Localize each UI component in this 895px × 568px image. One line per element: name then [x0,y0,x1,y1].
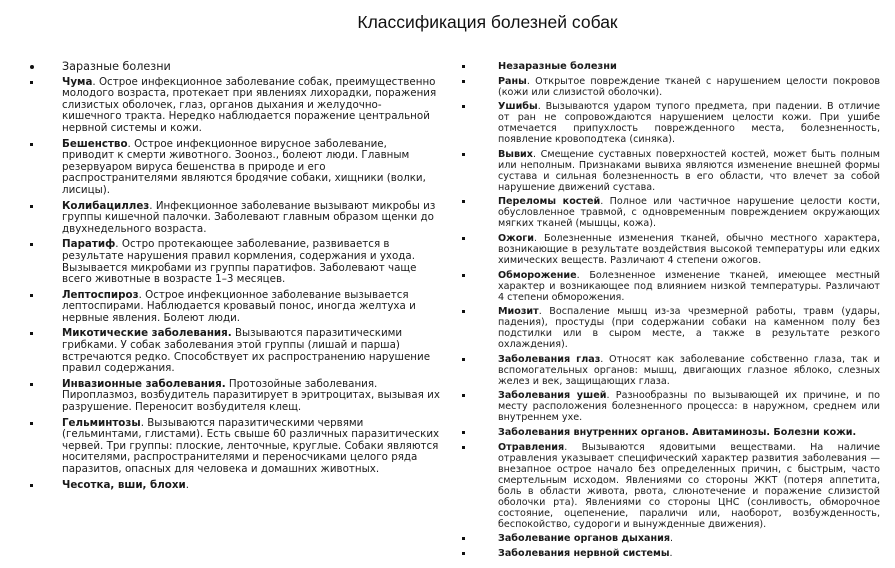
non-contagious-diseases-column [458,61,880,562]
disease-term: Заболевания ушей [498,390,607,402]
disease-description: . Инфекционное заболевание вызывают микробы из группы кишечной палочки. Заболевают главным образом щенки до двухнедельного возраста. [62,199,436,235]
list-item [458,354,880,387]
disease-description: . [669,547,673,559]
disease-term: Чума [62,75,93,88]
bullet-icon [30,332,33,335]
bullet-icon [462,358,465,361]
disease-description: . Относят как заболевание собственно глаза, так и вспомогательных органов: мышц, двигающих глазное яблоко, слезных желез и век, защищающих глаза. [498,353,880,387]
bullet-icon [30,422,33,425]
disease-description: . Остро протекающее заболевание, развивается в результате нарушения правил кормления, содержания и ухода. Вызывается микробами из группы паратифов. Заболевают чаще всего животные в возрасте 1–3 месяцев. [62,238,417,286]
bullet-icon [462,310,465,313]
list-item [458,548,880,559]
bullet-icon [30,383,33,386]
list-item [458,306,880,350]
disease-term: Инвазионные заболевания. [62,377,226,390]
disease-description: . Острое инфекционное заболевание собак, преимущественно молодого возраста, протекает при явлениях лихорадки, поражения слизистых оболочек, глаз, органов дыхания и желудочно-кишечного тракта. Нередко наблюдается поражение центральной нервной системы и кожи. [62,75,437,134]
list-item [458,533,880,544]
list-item [458,101,880,145]
bullet-icon [30,294,33,297]
disease-term: Переломы костей [498,196,601,208]
bullet-icon [30,81,33,84]
disease-description: . Вызываются паразитическими червями (гельминтами, глистами). Есть свыше 60 различных паразитических червей. Три группы: плоские, ленточные, круглые. Собаки являются носителями, распространителями и переносчиками целого ряда паразитов, опасных для человека и домашних животных. [62,416,440,475]
bullet-icon [462,431,465,434]
list-item [26,480,441,492]
disease-description: . Открытое повреждение тканей с нарушением целости покровов (кожи или слизистой оболочки). [498,75,880,98]
bullet-icon [30,484,33,487]
bullet-icon [30,205,33,208]
page-title: Классификация болезней собак [357,12,618,32]
disease-term: Микотические заболевания. [62,327,232,340]
disease-description: . Болезненное изменение тканей, имеющее местный характер и возникающее под влиянием низкой температуры. Различают 4 степени обморожения. [498,269,880,303]
disease-term: Раны [498,75,527,87]
bullet-icon [30,65,34,69]
list-item [458,270,880,303]
list-item [26,139,441,197]
disease-description: Протозойные заболевания. Пироплазмоз, возбудитель паразитирует в эритроцитах, вызывая их разрушение. Переносит возбудителя клещ. [62,377,440,414]
bullet-icon [462,80,465,83]
list-item [458,233,880,266]
disease-description: . Острое инфекционное вирусное заболевание, приводит к смерти животного. Зооноз., болеют люди. Главным резервуаром вируса бешенства в природе и его распространителями являются бродячие собаки, хищники (волки, лисицы). [62,137,426,196]
list-item [458,196,880,229]
disease-description: . [185,478,189,491]
disease-description: . Смещение суставных поверхностей костей, может быть полным или неполным. Признаками вывиха являются изменение внешней формы сустава и сильная болезненность в его области, что влечет за собой нарушение движений сустава. [498,148,880,193]
bullet-icon [462,105,465,108]
list-heading [26,61,441,73]
list-item [26,77,441,135]
non-contagious-diseases-list [458,61,880,559]
bullet-icon [462,552,465,555]
disease-description: . Вызываются ударом тупого предмета, при падении. В отличие от ран не сопровождаются нарушением целости кожи. При ушибе отмечается припухлость поврежденного места, болезненность, появление кровоподтека (синяка). [498,101,880,146]
list-item [458,390,880,423]
disease-term: Вывих [498,148,533,160]
contagious-diseases-column [26,61,441,495]
disease-term: Заболевания нервной системы [498,547,670,559]
disease-term: Колибациллез [62,199,150,212]
disease-term: Бешенство [62,137,128,150]
bullet-icon [462,394,465,397]
bullet-icon [462,65,465,68]
bullet-icon [462,446,465,449]
section-heading: Незаразные болезни [498,61,617,72]
bullet-icon [462,237,465,240]
list-item [458,149,880,193]
bullet-icon [30,143,33,146]
disease-term: Паратиф [62,238,116,251]
disease-description: Вызываются паразитическими грибками. У собак заболевания этой группы (лишай и парша) встречаются редко. Способствует их распространению нарушение правил содержания. [62,327,431,375]
list-item [26,418,441,476]
bullet-icon [462,274,465,277]
list-item [26,239,441,285]
bullet-icon [462,537,465,540]
disease-term: Гельминтозы [62,416,141,429]
disease-term: Чесотка, вши, блохи [62,478,186,491]
disease-term: Ожоги [498,232,535,244]
contagious-diseases-list [26,61,441,491]
disease-term: Заболевания глаз [498,353,601,365]
disease-term: Отравления [498,441,565,453]
disease-description: . [670,533,674,545]
disease-term: Ушибы [498,101,538,113]
list-item [458,427,880,438]
list-item [458,442,880,530]
disease-description: . Полное или частичное нарушение целости кости, обусловленное травмой, с одновременным повреждением окружающих мягких тканей (мышцы, кожа). [498,196,880,230]
disease-term: Миозит [498,306,539,318]
disease-term: Заболевание органов дыхания [498,533,671,545]
list-item [26,328,441,374]
list-item [26,379,441,414]
disease-term: Обморожение [498,269,577,281]
disease-description: . Болезненные изменения тканей, обычно местного характера, возникающие в результате воздействия высокой температуры или едких химических веществ. Различают 4 степени ожогов. [498,232,880,266]
disease-description: . Воспаление мышц из-за чрезмерной работы, травм (удары, падения), простуды (при содержании собаки на каменном полу без подстилки или в сыром месте, а также в результате резкого охлаждения). [498,306,880,351]
section-heading: Заразные болезни [62,60,171,73]
list-heading [458,61,880,72]
list-item [26,201,441,236]
list-item [26,290,441,325]
disease-term: Лептоспироз [62,288,139,301]
disease-description: . Вызываются ядовитыми веществами. На наличие отравления указывает специфический характер развития заболевания — внезапное острое начало без определенных причин, с быстрым, часто смертельным исходом. Явлениями со стороны ЖКТ (потеря аппетита, боль в области живота, рвота, слюнотечение и поражение слизистой оболочки рта). Явлениями со стороны ЦНС (сонливость, обморочное состояние, оцепенение, параличи или, наоборот, возбужденность, беспокойство, судороги и вынужденные движения). [498,441,880,530]
list-item [458,76,880,98]
disease-description: . Острое инфекционное заболевание вызывается лептоспирами. Наблюдается кровавый понос, иногда желтуха и нервные явления. Болеют люди. [62,288,416,324]
bullet-icon [30,243,33,246]
disease-description: . Разнообразны по вызывающей их причине, и по месту расположения болезненного процесса: в наружном, среднем или внутреннем ухе. [498,390,880,424]
bullet-icon [462,200,465,203]
bullet-icon [462,153,465,156]
disease-term: Заболевания внутренних органов. Авитаминозы. Болезни кожи. [498,426,857,438]
